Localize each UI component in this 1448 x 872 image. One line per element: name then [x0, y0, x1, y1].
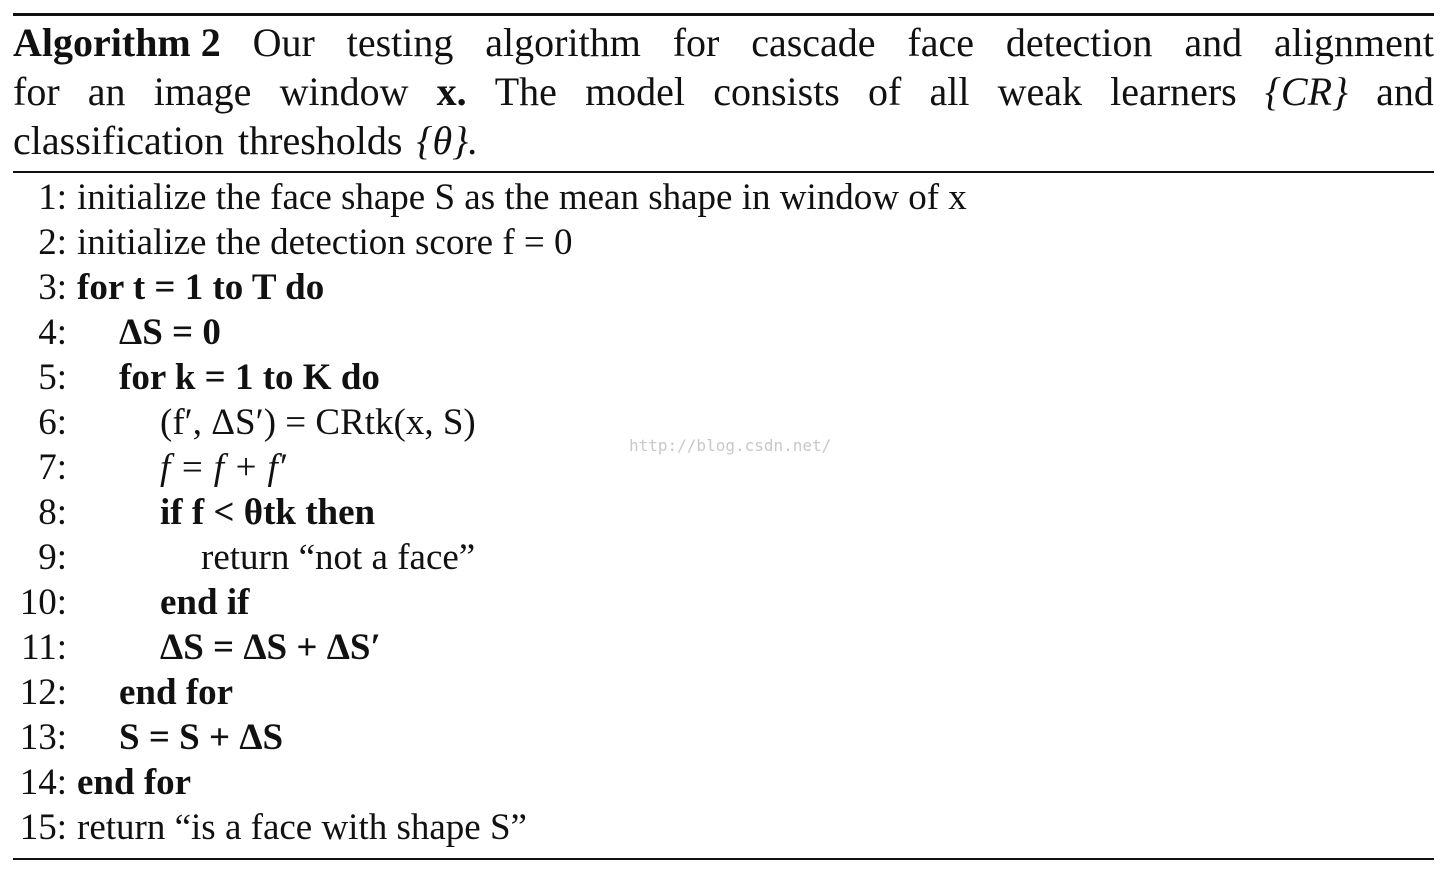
algorithm-line: [13, 445, 286, 490]
line-text: end if: [160, 582, 250, 623]
algorithm-line: [13, 715, 283, 760]
algorithm-line: [13, 535, 475, 580]
algorithm-line: [13, 355, 380, 400]
algorithm-line: [13, 490, 375, 535]
line-number: 4:: [38, 312, 67, 353]
line-text: for k = 1 to K do: [119, 357, 380, 398]
line-number: 14:: [19, 762, 67, 803]
algorithm-line: [13, 580, 249, 625]
line-number: 6:: [38, 402, 67, 443]
algorithm-line: [13, 760, 191, 805]
line-number: 3:: [38, 267, 67, 308]
line-number: 9:: [38, 537, 67, 578]
caption-line-2: for an image window x. The model consists of all weak learners {CR} and: [13, 69, 1434, 114]
watermark: http://blog.csdn.net/: [629, 436, 832, 455]
line-number: 11:: [21, 627, 67, 668]
algorithm-line: [13, 265, 324, 310]
caption-rule: [13, 171, 1434, 173]
line-number: 10:: [19, 582, 67, 623]
line-number: 1:: [38, 177, 67, 218]
algorithm-line: [13, 310, 221, 355]
caption-line-3: classification thresholds {θ}.: [13, 118, 479, 163]
line-text: if f < θtk then: [160, 492, 376, 533]
line-text: initialize the detection score f = 0: [77, 222, 573, 263]
algorithm-line: [13, 175, 967, 220]
line-text: f = f + f′: [160, 447, 286, 488]
line-text: S = S + ΔS: [119, 717, 284, 758]
algorithm-line: [13, 220, 573, 265]
line-text: return “is a face with shape S”: [77, 807, 527, 848]
algorithm-caption: [13, 18, 1434, 165]
algorithm-label: Algorithm 2: [13, 20, 221, 65]
algorithm-line: [13, 400, 476, 445]
line-number: 7:: [38, 447, 67, 488]
algorithm-line: [13, 670, 233, 715]
line-text: end for: [119, 672, 234, 713]
line-text: end for: [77, 762, 192, 803]
line-number: 13:: [19, 717, 67, 758]
line-text: (f′, ΔS′) = CRtk(x, S): [160, 402, 476, 443]
algorithm-line: [13, 805, 527, 850]
weak-learners-set: {CR}: [1264, 69, 1348, 114]
line-number: 12:: [19, 672, 67, 713]
line-text: ΔS = 0: [119, 312, 221, 353]
line-number: 2:: [38, 222, 67, 263]
top-rule: [13, 13, 1434, 16]
algorithm-line: [13, 625, 381, 670]
line-text: for t = 1 to T do: [77, 267, 325, 308]
line-text: return “not a face”: [201, 537, 476, 578]
line-number: 8:: [38, 492, 67, 533]
bottom-rule: [13, 858, 1434, 860]
line-number: 15:: [19, 807, 67, 848]
line-text: ΔS = ΔS + ΔS′: [160, 627, 381, 668]
line-number: 5:: [38, 357, 67, 398]
thresholds-set: {θ}.: [416, 118, 479, 163]
caption-line-1: Algorithm 2 Our testing algorithm for cascade face detection and alignment: [13, 20, 1434, 65]
line-text: initialize the face shape S as the mean shape in window of x: [77, 177, 967, 218]
